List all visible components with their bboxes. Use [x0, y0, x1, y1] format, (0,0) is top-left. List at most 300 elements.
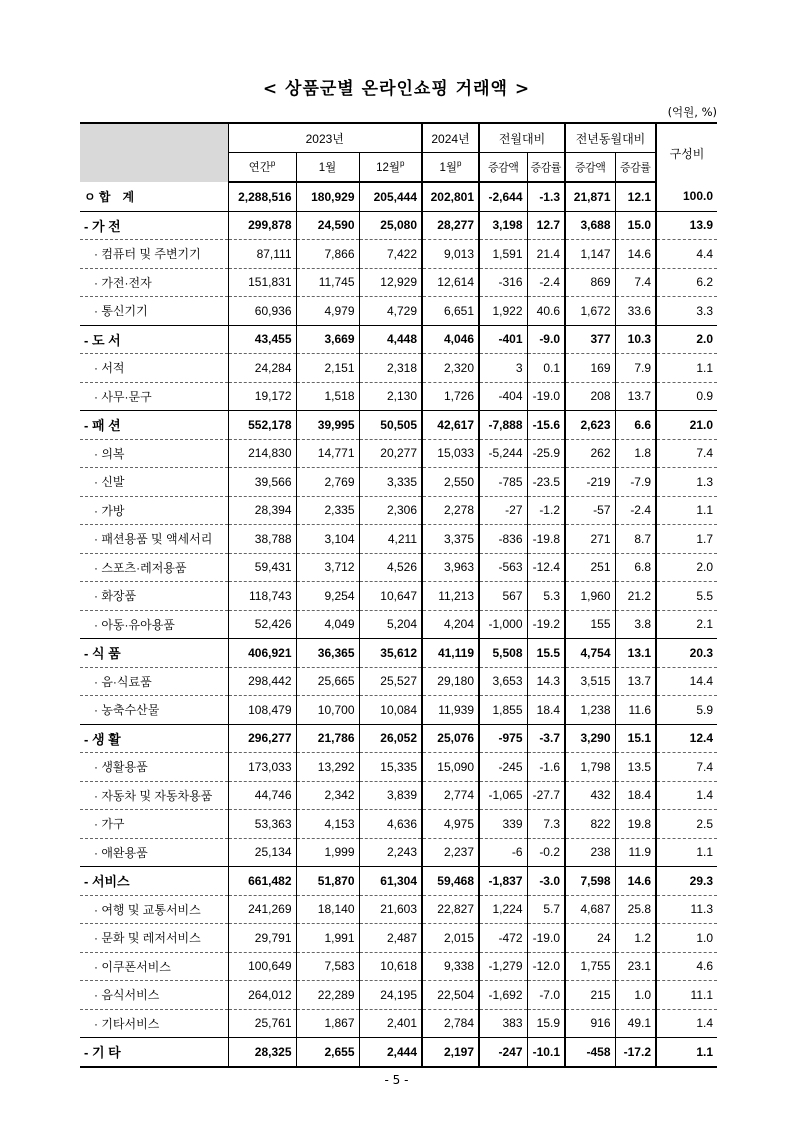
table-cell: 42,617 — [422, 411, 479, 440]
table-cell: 339 — [479, 810, 527, 839]
table-cell: 59,431 — [228, 553, 296, 582]
table-cell: 39,995 — [296, 411, 359, 440]
row-label: · 이쿠폰서비스 — [80, 952, 228, 981]
table-cell: 4,636 — [359, 810, 422, 839]
table-cell: 3,290 — [565, 724, 615, 753]
table-cell: 13.7 — [615, 667, 656, 696]
table-cell: 1,147 — [565, 240, 615, 269]
table-row-sub — [80, 610, 717, 639]
table-cell: 4,448 — [359, 325, 422, 354]
table-cell: 25,076 — [422, 724, 479, 753]
table-cell: 2.5 — [656, 810, 717, 839]
table-cell: 53,363 — [228, 810, 296, 839]
table-cell: -23.5 — [527, 468, 565, 497]
row-label: · 가전·전자 — [80, 268, 228, 297]
table-cell: 0.1 — [527, 354, 565, 383]
table-cell: 100.0 — [656, 182, 717, 211]
table-cell: 60,936 — [228, 297, 296, 326]
table-cell: 29,180 — [422, 667, 479, 696]
table-row-sub — [80, 525, 717, 554]
table-cell: -245 — [479, 753, 527, 782]
table-cell: 3,963 — [422, 553, 479, 582]
table-cell: 298,442 — [228, 667, 296, 696]
table-cell: 14.3 — [527, 667, 565, 696]
table-cell: 12,929 — [359, 268, 422, 297]
table-cell: -1.3 — [527, 182, 565, 211]
table-cell: 19.8 — [615, 810, 656, 839]
table-cell: 3,375 — [422, 525, 479, 554]
table-cell: 11.6 — [615, 696, 656, 725]
header-composition: 구성비 — [656, 123, 717, 182]
table-cell: 2.0 — [656, 325, 717, 354]
table-cell: -2,644 — [479, 182, 527, 211]
table-cell: 9,013 — [422, 240, 479, 269]
table-row-group — [80, 411, 717, 440]
row-label: - 서비스 — [80, 867, 228, 896]
table-cell: -25.9 — [527, 439, 565, 468]
table-row-sub — [80, 952, 717, 981]
row-label: · 신발 — [80, 468, 228, 497]
table-cell: -7.9 — [615, 468, 656, 497]
table-row-group — [80, 211, 717, 240]
table-cell: 2,151 — [296, 354, 359, 383]
table-cell: 1.2 — [615, 924, 656, 953]
table-cell: 20.3 — [656, 639, 717, 668]
table-cell: 22,289 — [296, 981, 359, 1010]
table-cell: 1,798 — [565, 753, 615, 782]
table-cell: -975 — [479, 724, 527, 753]
table-cell: 4,526 — [359, 553, 422, 582]
table-row-group — [80, 1038, 717, 1067]
table-cell: 87,111 — [228, 240, 296, 269]
table-cell: 2,015 — [422, 924, 479, 953]
table-cell: 7.4 — [615, 268, 656, 297]
table-cell: 2,130 — [359, 382, 422, 411]
row-label: · 음식서비스 — [80, 981, 228, 1010]
row-label: - 생 활 — [80, 724, 228, 753]
table-cell: 296,277 — [228, 724, 296, 753]
table-cell: 1,991 — [296, 924, 359, 953]
table-cell: 1.1 — [656, 1038, 717, 1067]
table-cell: 10.3 — [615, 325, 656, 354]
table-cell: 24,195 — [359, 981, 422, 1010]
table-cell: 12,614 — [422, 268, 479, 297]
table-cell: 6,651 — [422, 297, 479, 326]
table-cell: 3,515 — [565, 667, 615, 696]
table-cell: 18,140 — [296, 895, 359, 924]
table-cell: 49.1 — [615, 1009, 656, 1038]
table-cell: 10,647 — [359, 582, 422, 611]
table-cell: 5.7 — [527, 895, 565, 924]
table-cell: -1,692 — [479, 981, 527, 1010]
table-cell: 2,487 — [359, 924, 422, 953]
table-cell: 4,153 — [296, 810, 359, 839]
row-label: · 의복 — [80, 439, 228, 468]
table-cell: -2.4 — [527, 268, 565, 297]
table-cell: 2,769 — [296, 468, 359, 497]
table-cell: 39,566 — [228, 468, 296, 497]
table-cell: 1.8 — [615, 439, 656, 468]
table-cell: 52,426 — [228, 610, 296, 639]
table-cell: 36,365 — [296, 639, 359, 668]
table-cell: 7,598 — [565, 867, 615, 896]
row-label: · 패션용품 및 액세서리 — [80, 525, 228, 554]
table-cell: 2,288,516 — [228, 182, 296, 211]
table-cell: 7,583 — [296, 952, 359, 981]
table-cell: -2.4 — [615, 496, 656, 525]
table-cell: 35,612 — [359, 639, 422, 668]
table-cell: 25.8 — [615, 895, 656, 924]
table-cell: -19.2 — [527, 610, 565, 639]
table-cell: 822 — [565, 810, 615, 839]
table-cell: 25,761 — [228, 1009, 296, 1038]
table-cell: 215 — [565, 981, 615, 1010]
table-cell: 21,786 — [296, 724, 359, 753]
table-cell: 18.4 — [527, 696, 565, 725]
table-cell: 202,801 — [422, 182, 479, 211]
table-row-sub — [80, 553, 717, 582]
table-cell: -1,065 — [479, 781, 527, 810]
table-cell: 251 — [565, 553, 615, 582]
table-cell: -1,279 — [479, 952, 527, 981]
table-cell: 1.4 — [656, 781, 717, 810]
table-cell: 2,237 — [422, 838, 479, 867]
header-2024: 2024년 — [422, 123, 479, 153]
table-cell: 10,618 — [359, 952, 422, 981]
table-row-group — [80, 724, 717, 753]
table-cell: 9,338 — [422, 952, 479, 981]
row-label: · 스포츠·레저용품 — [80, 553, 228, 582]
table-cell: 406,921 — [228, 639, 296, 668]
table-cell: 1.4 — [656, 1009, 717, 1038]
table-cell: 241,269 — [228, 895, 296, 924]
table-cell: 2,342 — [296, 781, 359, 810]
table-cell: 3.3 — [656, 297, 717, 326]
table-cell: 7.4 — [656, 753, 717, 782]
row-label: · 자동차 및 자동차용품 — [80, 781, 228, 810]
table-cell: -12.4 — [527, 553, 565, 582]
table-cell: 916 — [565, 1009, 615, 1038]
table-cell: 9,254 — [296, 582, 359, 611]
table-row-sub — [80, 297, 717, 326]
table-cell: 26,052 — [359, 724, 422, 753]
table-cell: -10.1 — [527, 1038, 565, 1067]
table-cell: 4,211 — [359, 525, 422, 554]
row-label: - 기 타 — [80, 1038, 228, 1067]
table-cell: 3,653 — [479, 667, 527, 696]
table-cell: 38,788 — [228, 525, 296, 554]
row-label: · 음·식료품 — [80, 667, 228, 696]
table-cell: 271 — [565, 525, 615, 554]
table-row-sub — [80, 696, 717, 725]
table-cell: 6.8 — [615, 553, 656, 582]
table-cell: 13,292 — [296, 753, 359, 782]
table-cell: 13.7 — [615, 382, 656, 411]
table-cell: 377 — [565, 325, 615, 354]
table-cell: 15.5 — [527, 639, 565, 668]
table-cell: 2.0 — [656, 553, 717, 582]
table-cell: 51,870 — [296, 867, 359, 896]
table-cell: 383 — [479, 1009, 527, 1038]
table-cell: 21,603 — [359, 895, 422, 924]
table-cell: -458 — [565, 1038, 615, 1067]
table-cell: 21.2 — [615, 582, 656, 611]
table-cell: 2,401 — [359, 1009, 422, 1038]
table-cell: 2,655 — [296, 1038, 359, 1067]
sales-table — [80, 122, 717, 1068]
table-row-sub — [80, 753, 717, 782]
table-cell: 1,999 — [296, 838, 359, 867]
table-cell: 14.4 — [656, 667, 717, 696]
table-row-total — [80, 182, 717, 211]
table-cell: 24,284 — [228, 354, 296, 383]
table-cell: -472 — [479, 924, 527, 953]
row-label: · 컴퓨터 및 주변기기 — [80, 240, 228, 269]
table-cell: 1.1 — [656, 354, 717, 383]
table-cell: -563 — [479, 553, 527, 582]
header-jan24: 1월$^p$ — [422, 153, 479, 183]
table-cell: 3,198 — [479, 211, 527, 240]
table-row-sub — [80, 496, 717, 525]
table-cell: 28,325 — [228, 1038, 296, 1067]
table-cell: 13.9 — [656, 211, 717, 240]
row-label: · 통신기기 — [80, 297, 228, 326]
table-row-sub — [80, 981, 717, 1010]
table-cell: 12.7 — [527, 211, 565, 240]
row-label: · 가방 — [80, 496, 228, 525]
table-cell: 3,712 — [296, 553, 359, 582]
table-cell: 3.8 — [615, 610, 656, 639]
table-row-group — [80, 867, 717, 896]
row-label: ㅇ 합 계 — [80, 182, 228, 211]
table-cell: 2,320 — [422, 354, 479, 383]
table-cell: 5.9 — [656, 696, 717, 725]
row-label: · 기타서비스 — [80, 1009, 228, 1038]
header-mom: 전월대비 — [479, 123, 565, 153]
table-cell: 29,791 — [228, 924, 296, 953]
table-cell: 10,700 — [296, 696, 359, 725]
table-row-sub — [80, 240, 717, 269]
table-cell: -57 — [565, 496, 615, 525]
table-cell: 2,335 — [296, 496, 359, 525]
table-cell: 552,178 — [228, 411, 296, 440]
header-yoy: 전년동월대비 — [565, 123, 656, 153]
table-row-sub — [80, 354, 717, 383]
table-cell: 169 — [565, 354, 615, 383]
table-cell: 14,771 — [296, 439, 359, 468]
table-cell: -5,244 — [479, 439, 527, 468]
row-label: - 가 전 — [80, 211, 228, 240]
table-cell: 5,204 — [359, 610, 422, 639]
table-cell: 7.4 — [656, 439, 717, 468]
header-yoy-rate: 증감률 — [615, 153, 656, 183]
table-cell: -0.2 — [527, 838, 565, 867]
table-cell: 7,866 — [296, 240, 359, 269]
table-cell: 4,204 — [422, 610, 479, 639]
table-cell: 1.1 — [656, 838, 717, 867]
table-cell: 2,197 — [422, 1038, 479, 1067]
row-label: - 도 서 — [80, 325, 228, 354]
table-cell: 214,830 — [228, 439, 296, 468]
table-cell: 2,243 — [359, 838, 422, 867]
table-cell: 3,688 — [565, 211, 615, 240]
table-cell: 25,527 — [359, 667, 422, 696]
page-title: < 상품군별 온라인쇼핑 거래액 > — [262, 79, 531, 99]
table-cell: -7.0 — [527, 981, 565, 1010]
table-row-sub — [80, 439, 717, 468]
row-label: · 문화 및 레저서비스 — [80, 924, 228, 953]
table-cell: 21.0 — [656, 411, 717, 440]
table-cell: 1,518 — [296, 382, 359, 411]
table-cell: 1.0 — [656, 924, 717, 953]
table-cell: -836 — [479, 525, 527, 554]
table-cell: 12.4 — [656, 724, 717, 753]
table-cell: 4,049 — [296, 610, 359, 639]
table-cell: 4,046 — [422, 325, 479, 354]
table-cell: -1,837 — [479, 867, 527, 896]
row-label: · 여행 및 교통서비스 — [80, 895, 228, 924]
table-cell: 40.6 — [527, 297, 565, 326]
table-cell: 11,745 — [296, 268, 359, 297]
table-cell: 24 — [565, 924, 615, 953]
table-cell: 155 — [565, 610, 615, 639]
table-row-sub — [80, 268, 717, 297]
table-cell: 108,479 — [228, 696, 296, 725]
table-cell: 4,975 — [422, 810, 479, 839]
table-cell: 22,827 — [422, 895, 479, 924]
table-cell: 5,508 — [479, 639, 527, 668]
table-cell: 2,278 — [422, 496, 479, 525]
table-cell: 151,831 — [228, 268, 296, 297]
table-cell: 264,012 — [228, 981, 296, 1010]
table-cell: -17.2 — [615, 1038, 656, 1067]
table-cell: -3.0 — [527, 867, 565, 896]
table-cell: 18.4 — [615, 781, 656, 810]
row-label: · 가구 — [80, 810, 228, 839]
table-cell: -19.0 — [527, 382, 565, 411]
table-row-sub — [80, 667, 717, 696]
table-cell: 3,669 — [296, 325, 359, 354]
table-cell: 1,591 — [479, 240, 527, 269]
table-cell: 432 — [565, 781, 615, 810]
table-cell: 21,871 — [565, 182, 615, 211]
table-cell: 25,665 — [296, 667, 359, 696]
table-cell: 25,080 — [359, 211, 422, 240]
row-label: - 패 션 — [80, 411, 228, 440]
table-cell: 173,033 — [228, 753, 296, 782]
unit-label: (억원, %) — [667, 105, 717, 119]
table-cell: 11.1 — [656, 981, 717, 1010]
table-cell: 33.6 — [615, 297, 656, 326]
table-cell: 2,306 — [359, 496, 422, 525]
table-cell: 1,867 — [296, 1009, 359, 1038]
table-cell: -404 — [479, 382, 527, 411]
header-yoy-amt: 증감액 — [565, 153, 615, 183]
table-cell: 4,729 — [359, 297, 422, 326]
table-cell: 15,033 — [422, 439, 479, 468]
table-cell: 14.6 — [615, 240, 656, 269]
table-cell: 3 — [479, 354, 527, 383]
table-cell: 61,304 — [359, 867, 422, 896]
table-row-group — [80, 639, 717, 668]
table-cell: 11,939 — [422, 696, 479, 725]
table-cell: 1,672 — [565, 297, 615, 326]
table-cell: -1,000 — [479, 610, 527, 639]
table-cell: -1.2 — [527, 496, 565, 525]
table-cell: -3.7 — [527, 724, 565, 753]
table-cell: -27 — [479, 496, 527, 525]
header-category — [80, 123, 228, 182]
table-cell: 4,979 — [296, 297, 359, 326]
table-cell: 118,743 — [228, 582, 296, 611]
table-row-sub — [80, 838, 717, 867]
row-label: · 농축수산물 — [80, 696, 228, 725]
table-cell: 44,746 — [228, 781, 296, 810]
page-number: - 5 - — [384, 1073, 409, 1087]
table-cell: 567 — [479, 582, 527, 611]
table-cell: -19.8 — [527, 525, 565, 554]
table-row-sub — [80, 468, 717, 497]
table-cell: 12.1 — [615, 182, 656, 211]
table-cell: 50,505 — [359, 411, 422, 440]
table-cell: -6 — [479, 838, 527, 867]
table-row-sub — [80, 1009, 717, 1038]
table-cell: 10,084 — [359, 696, 422, 725]
table-cell: 15,090 — [422, 753, 479, 782]
table-cell: 1,855 — [479, 696, 527, 725]
table-cell: 8.7 — [615, 525, 656, 554]
table-cell: 1,238 — [565, 696, 615, 725]
table-cell: 2,623 — [565, 411, 615, 440]
table-cell: 43,455 — [228, 325, 296, 354]
header-annual: 연간$^p$ — [228, 153, 296, 183]
table-cell: 11,213 — [422, 582, 479, 611]
table-cell: 661,482 — [228, 867, 296, 896]
table-cell: 1,960 — [565, 582, 615, 611]
row-label: · 생활용품 — [80, 753, 228, 782]
table-cell: 100,649 — [228, 952, 296, 981]
table-cell: -15.6 — [527, 411, 565, 440]
table-row-sub — [80, 781, 717, 810]
table-cell: 208 — [565, 382, 615, 411]
table-cell: 2,774 — [422, 781, 479, 810]
table-cell: 3,839 — [359, 781, 422, 810]
table-cell: 1,224 — [479, 895, 527, 924]
table-row-group — [80, 325, 717, 354]
table-cell: 41,119 — [422, 639, 479, 668]
table-cell: -247 — [479, 1038, 527, 1067]
table-cell: 15.1 — [615, 724, 656, 753]
table-cell: -9.0 — [527, 325, 565, 354]
header-jan: 1월 — [296, 153, 359, 183]
table-cell: 13.5 — [615, 753, 656, 782]
table-cell: 869 — [565, 268, 615, 297]
table-cell: 24,590 — [296, 211, 359, 240]
table-cell: 0.9 — [656, 382, 717, 411]
table-cell: 23.1 — [615, 952, 656, 981]
table-cell: 2,318 — [359, 354, 422, 383]
table-cell: 7.9 — [615, 354, 656, 383]
table-cell: 13.1 — [615, 639, 656, 668]
row-label: · 아동·유아용품 — [80, 610, 228, 639]
table-cell: 4.4 — [656, 240, 717, 269]
table-cell: 6.2 — [656, 268, 717, 297]
table-row-sub — [80, 924, 717, 953]
header-mom-amt: 증감액 — [479, 153, 527, 183]
table-cell: 1,922 — [479, 297, 527, 326]
table-cell: -401 — [479, 325, 527, 354]
row-label: · 사무·문구 — [80, 382, 228, 411]
